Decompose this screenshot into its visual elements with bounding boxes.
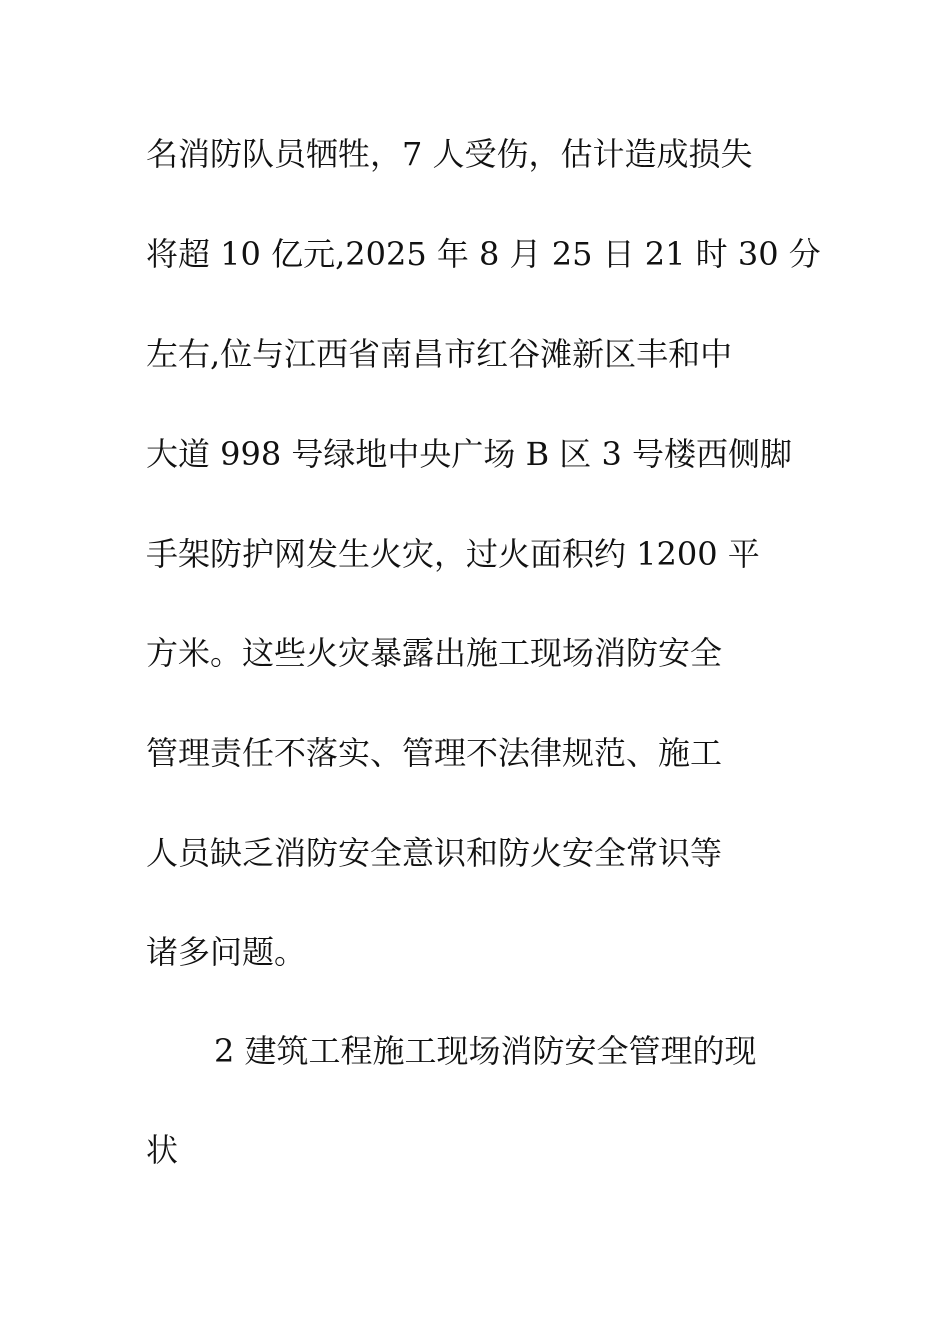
paragraph-line: 名消防队员牺牲，7 人受伤，估计造成损失 xyxy=(146,135,753,173)
paragraph-line: 方米。这些火灾暴露出施工现场消防安全 xyxy=(146,634,723,672)
heading-line: 状 xyxy=(146,1131,179,1169)
paragraph-line: 将超 10 亿元,2025 年 8 月 25 日 21 时 30 分 xyxy=(146,235,821,273)
paragraph-line: 手架防护网发生火灾，过火面积约 1200 平 xyxy=(146,535,760,573)
heading-line: 2 建筑工程施工现场消防安全管理的现 xyxy=(214,1032,757,1070)
paragraph-line: 左右,位与江西省南昌市红谷滩新区丰和中 xyxy=(146,335,733,373)
paragraph-line: 人员缺乏消防安全意识和防火安全常识等 xyxy=(146,834,723,872)
paragraph-line: 诸多问题。 xyxy=(146,933,307,971)
paragraph-line: 管理责任不落实、管理不法律规范、施工 xyxy=(146,734,723,772)
paragraph-line: 大道 998 号绿地中央广场 B 区 3 号楼西侧脚 xyxy=(146,435,792,473)
